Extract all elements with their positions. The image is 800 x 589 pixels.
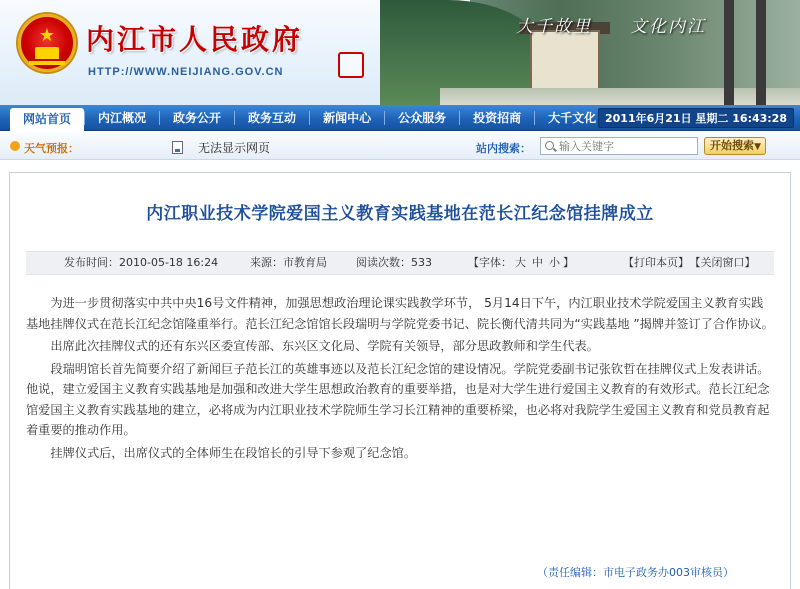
nav-item-news[interactable]: 新闻中心 — [323, 111, 372, 125]
nav-item-interaction[interactable]: 政务互动 — [248, 111, 297, 125]
weather-frame-text: 无法显示网页 — [198, 141, 271, 155]
banner-slogan-left: 大千故里 — [516, 17, 592, 37]
search-icon — [545, 141, 554, 150]
article-title: 内江职业技术学院爱国主义教育实践基地在范长江纪念馆挂牌成立 — [146, 204, 654, 224]
search-button[interactable] — [704, 137, 766, 155]
weather-sun-icon — [10, 141, 20, 151]
chevron-down-icon: ▼ — [754, 142, 761, 152]
article-actions — [620, 252, 759, 274]
search-input[interactable] — [540, 137, 698, 155]
font-size-small[interactable]: 小 — [549, 256, 560, 269]
page-error-icon — [172, 141, 183, 154]
banner-slogan-right: 文化内江 — [630, 17, 706, 37]
font-size-medium[interactable]: 中 — [532, 256, 543, 269]
article-meta-bar — [26, 251, 774, 275]
article-paragraph: 为进一步贯彻落实中共中央16号文件精神，加强思想政治理论课实践教学环节， 5月14日下午，内江职业技术学院爱国主义教育实践基地挂牌仪式在范长江纪念馆隆重举行。范长江纪念馆馆长段瑞明与学院党委书记、院长衡代清共同为“实践基地 ”揭牌并签订了合作协议。 — [26, 296, 774, 331]
site-title[interactable]: 内江市人民政府 — [86, 23, 304, 56]
responsible-editor: （责任编辑：市电子政务办003审核员） — [537, 566, 734, 579]
font-size-large[interactable]: 大 — [515, 256, 526, 269]
article-paragraph: 挂牌仪式后，出席仪式的全体师生在段馆长的引导下参观了纪念馆。 — [50, 445, 417, 460]
weather-label: 天气预报： — [24, 142, 79, 155]
date-time-display — [598, 108, 794, 128]
time-text: 16:43:28 — [732, 112, 787, 125]
article-paragraph: 出席此次挂牌仪式的还有东兴区委宣传部、东兴区文化局、学院有关领导，部分思政教师和学生代表。 — [50, 339, 599, 353]
search-button-label: 开始搜索 — [710, 139, 754, 152]
article-source: 来源：市教育局 — [250, 256, 327, 269]
search-label: 站内搜索： — [476, 142, 531, 155]
publish-time: 发布时间：2010-05-18 16:24 — [64, 256, 219, 269]
nav-item-gov-affairs[interactable]: 政务公开 — [173, 111, 222, 125]
nav-item-investment[interactable]: 投资招商 — [473, 111, 522, 125]
font-size-control: 【字体： 大 中 小 】 — [468, 256, 574, 269]
site-banner — [0, 0, 800, 105]
main-nav — [0, 105, 800, 131]
date-text: 2011年6月21日 — [605, 112, 692, 125]
close-window-link[interactable]: 【关闭窗口】 — [695, 256, 756, 269]
nav-item-overview[interactable]: 内江概况 — [98, 111, 147, 125]
info-bar — [0, 132, 800, 160]
article-frame — [9, 172, 791, 589]
nav-item-public-service[interactable]: 公众服务 — [398, 111, 447, 125]
print-page-link[interactable]: 【打印本页】 — [623, 256, 689, 269]
national-emblem-icon: ★ — [18, 14, 76, 72]
view-count: 阅读次数：533 — [356, 256, 432, 269]
nav-item-culture[interactable]: 大千文化 — [548, 111, 597, 125]
weekday-text: 星期二 — [695, 112, 729, 125]
site-url: HTTP://WWW.NEIJIANG.GOV.CN — [88, 66, 284, 78]
article-paragraph: 段瑞明馆长首先简要介绍了新闻巨子范长江的英雄事迹以及范长江纪念馆的建设情况。学院党委副书记张钦哲在挂牌仪式上发表讲话。他说，建立爱国主义教育实践基地是加强和改进大学生思想政治教育的重要举措，也是对大学生进行爱国主义教育的有效形式。范长江纪念馆爱国主义教育实践基地的建立，必将成为内江职业技术学院师生学习长江精神的重要桥梁，也必将对我院学生爱国主义教育和党员教育起着重要的推动作用。 — [26, 361, 770, 437]
nav-item-home[interactable]: 网站首页 — [10, 108, 84, 131]
article-body — [26, 293, 774, 463]
city-stamp-logo — [338, 52, 364, 78]
